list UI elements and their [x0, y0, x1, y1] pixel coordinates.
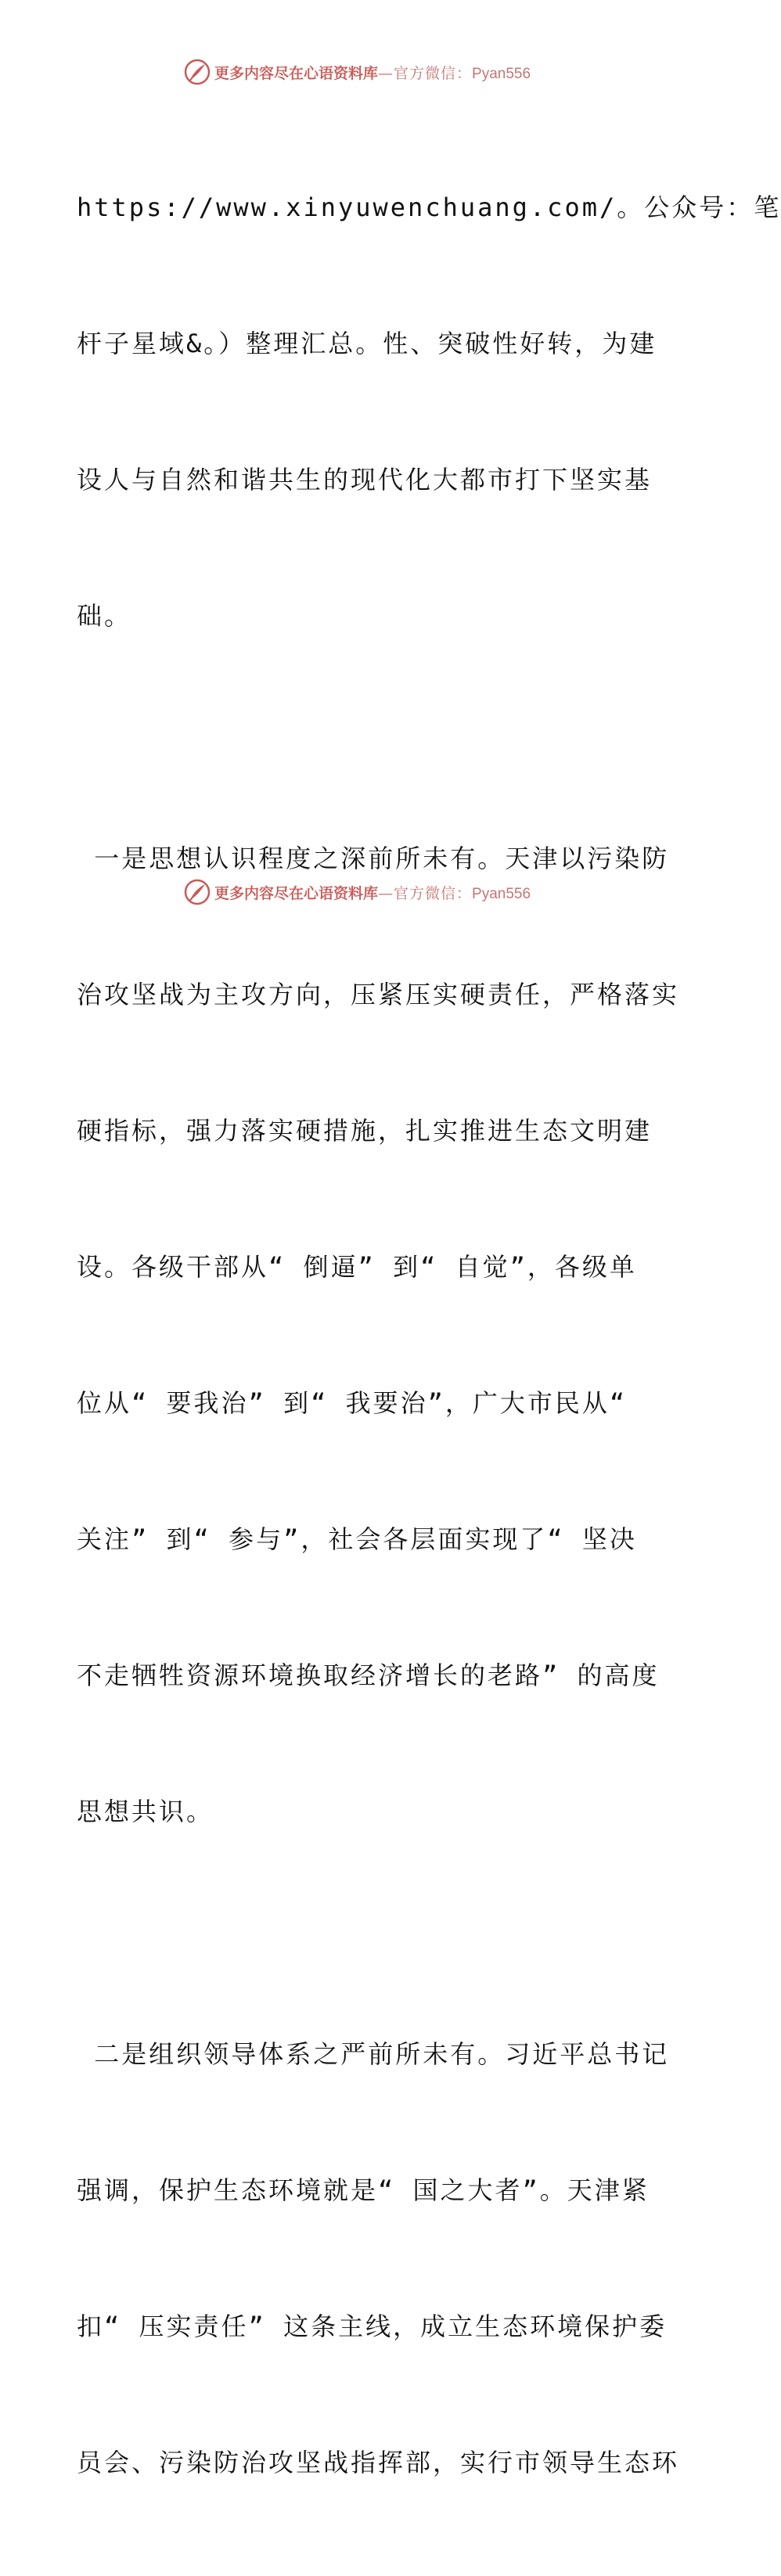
- text-line: 设。各级干部从“ 倒逼” 到“ 自觉”，各级单: [77, 1252, 637, 1282]
- text-line: 杆子星域&。）整理汇总。性、突破性好转，为建: [77, 329, 657, 358]
- document-body: [77, 94, 781, 2576]
- text-line: 不走牺牲资源环境换取经济增长的老路” 的高度: [77, 1660, 660, 1690]
- paragraph: [77, 1941, 680, 2576]
- feather-pen-logo-icon: [183, 878, 211, 906]
- text-line: 治攻坚战为主攻方向，压紧压实硬责任，严格落实: [77, 980, 680, 1009]
- text-line: 一是思想认识程度之深前所未有。天津以污染防: [77, 844, 670, 873]
- watermark-text: 更多内容尽在心语资料库—官方微信：Pyan556: [214, 884, 531, 902]
- text-line: 关注” 到“ 参与”，社会各层面实现了“ 坚决: [77, 1524, 637, 1554]
- text-line: 础。: [77, 601, 132, 631]
- watermark-text: 更多内容尽在心语资料库—官方微信：Pyan556: [214, 64, 531, 82]
- text-line: 员会、污染防治攻坚战指挥部，实行市领导生态环: [77, 2448, 680, 2477]
- text-line: 强调，保护生态环境就是“ 国之大者”。天津紧: [77, 2175, 650, 2205]
- text-line: 扣“ 压实责任” 这条主线，成立生态环境保护委: [77, 2312, 668, 2341]
- header-watermark: [183, 56, 531, 88]
- text-line: 二是组织领导体系之严前所未有。习近平总书记: [77, 2039, 670, 2069]
- text-line: 硬指标，强力落实硬措施，扎实推进生态文明建: [77, 1116, 653, 1146]
- text-line: 位从“ 要我治” 到“ 我要治”，广大市民从“: [77, 1388, 628, 1418]
- paragraph: [77, 94, 781, 729]
- text-line: 设人与自然和谐共生的现代化大都市打下坚实基: [77, 465, 653, 495]
- footer-watermark: [183, 876, 531, 908]
- paragraph: [77, 745, 680, 1925]
- text-line: 思想共识。: [77, 1797, 214, 1826]
- feather-pen-logo-icon: [183, 58, 211, 86]
- text-line: https://www.xinyuwenchuang.com/。公众号：笔: [77, 192, 781, 222]
